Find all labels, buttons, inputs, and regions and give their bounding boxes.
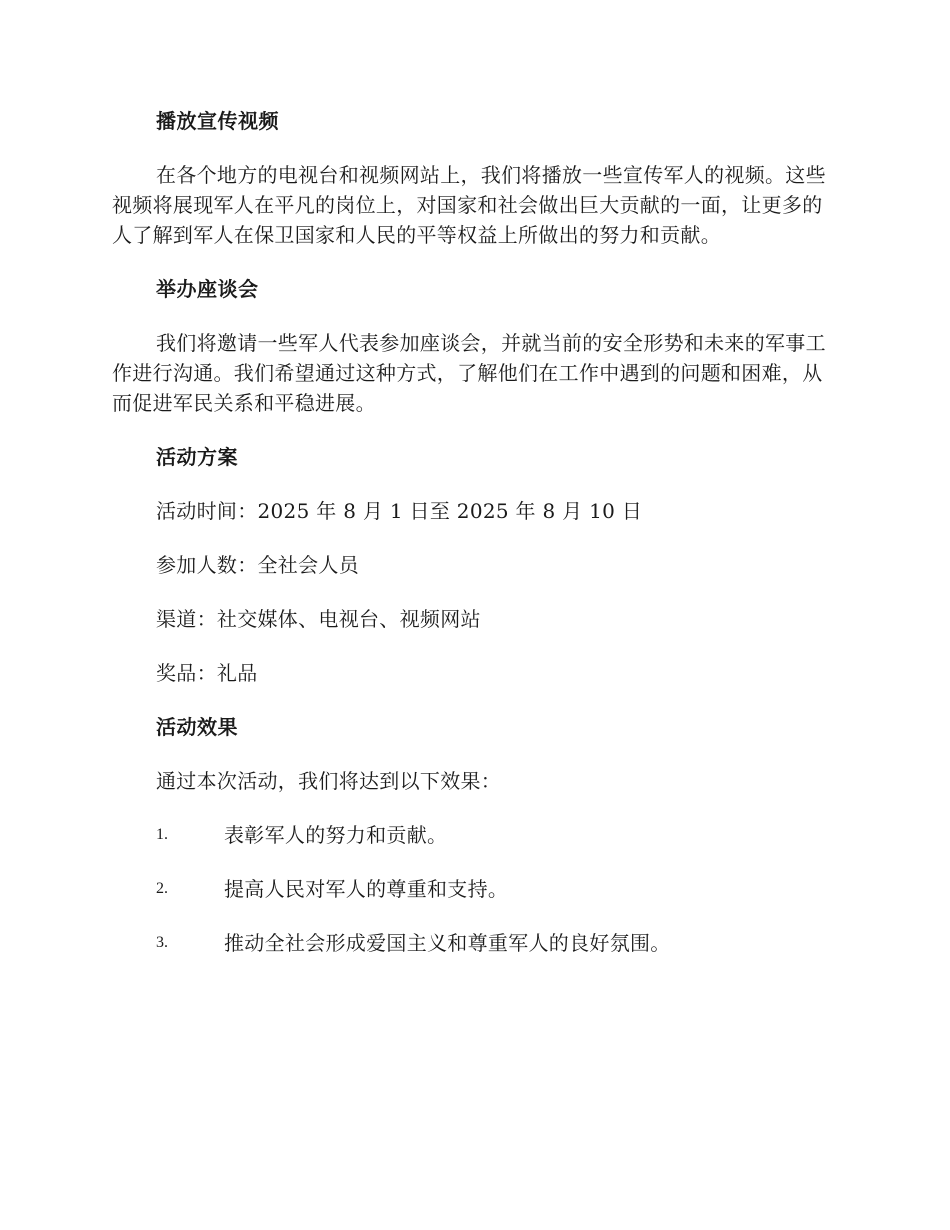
- section-heading-effect: 活动效果: [156, 715, 238, 739]
- list-number: 2.: [156, 880, 168, 897]
- list-number: 3.: [156, 934, 168, 951]
- plan-time: 活动时间：2025 年 8 月 1 日至 2025 年 8 月 10 日: [156, 499, 643, 523]
- list-text: 推动全社会形成爱国主义和尊重军人的良好氛围。: [224, 931, 671, 955]
- list-number: 1.: [156, 826, 168, 843]
- plan-prize: 奖品：礼品: [156, 661, 258, 685]
- plan-channels: 渠道：社交媒体、电视台、视频网站: [156, 607, 481, 631]
- list-text: 表彰军人的努力和贡献。: [224, 823, 448, 847]
- section-heading-video: 播放宣传视频: [156, 109, 279, 133]
- section-body-forum: 我们将邀请一些军人代表参加座谈会，并就当前的安全形势和未来的军事工作进行沟通。我们希望通过这种方式，了解他们在工作中遇到的问题和困难，从而促进军民关系和平稳进展。: [112, 331, 826, 415]
- list-item: [112, 928, 832, 958]
- effect-intro: 通过本次活动，我们将达到以下效果：: [156, 769, 502, 793]
- section-heading-plan: 活动方案: [156, 445, 238, 469]
- list-text: 提高人民对军人的尊重和支持。: [224, 877, 509, 901]
- list-item: [112, 820, 832, 850]
- section-body-video: 在各个地方的电视台和视频网站上，我们将播放一些宣传军人的视频。这些视频将展现军人在平凡的岗位上，对国家和社会做出巨大贡献的一面，让更多的人了解到军人在保卫国家和人民的平等权益上所做出的努力和贡献。: [112, 163, 826, 247]
- plan-participants: 参加人数：全社会人员: [156, 553, 359, 577]
- section-heading-forum: 举办座谈会: [156, 277, 259, 301]
- list-item: [112, 874, 832, 904]
- document-page: [112, 106, 832, 958]
